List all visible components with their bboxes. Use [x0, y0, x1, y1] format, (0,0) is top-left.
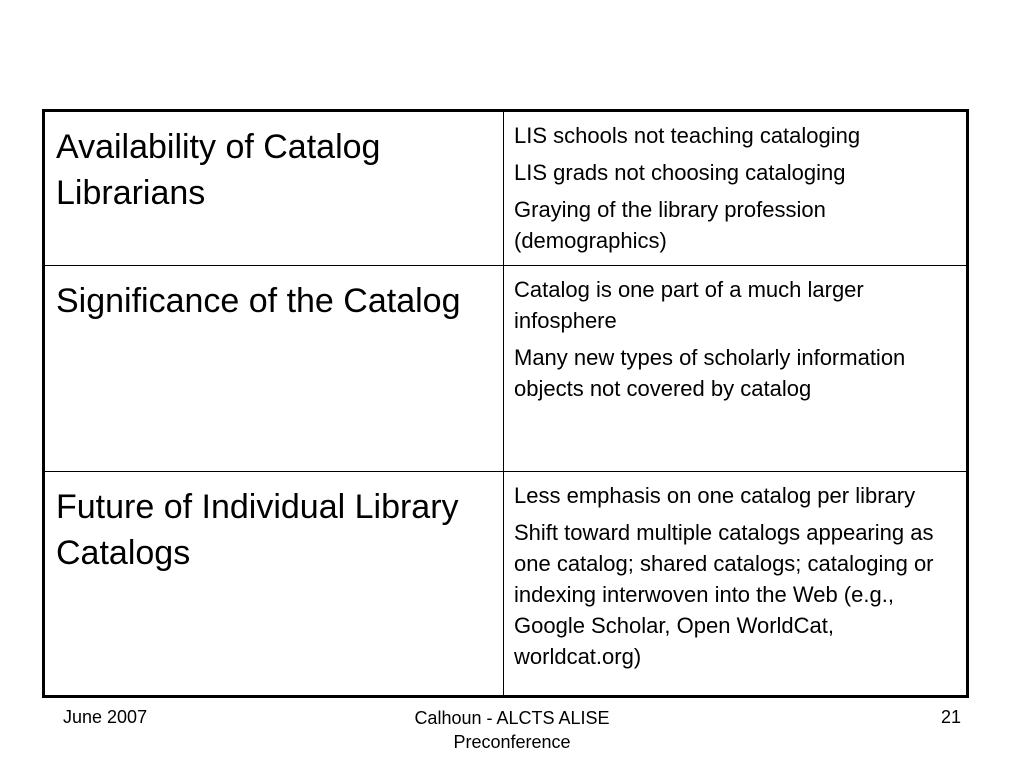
detail-point: Many new types of scholarly information objects not covered by catalog [514, 345, 906, 401]
details-cell [504, 111, 968, 266]
topic-cell [44, 111, 504, 266]
details-cell [504, 472, 968, 697]
detail-point: Catalog is one part of a much larger infosphere [514, 277, 864, 333]
detail-point: Less emphasis on one catalog per library [514, 483, 916, 508]
slide-table [42, 109, 969, 698]
footer-page-number: 21 [940, 707, 961, 727]
details-cell [504, 266, 968, 472]
table-row [44, 472, 968, 697]
detail-point: LIS schools not teaching cataloging [514, 123, 861, 148]
footer-date: June 2007 [63, 707, 148, 727]
table-row [44, 266, 968, 472]
topic-text: Availability of Catalog Librarians [56, 128, 381, 212]
detail-point: Shift toward multiple catalogs appearing as one catalog; shared catalogs; cataloging or indexing interwoven into the Web (e.g., Google Scholar, Open WorldCat, worldcat.org) [514, 520, 934, 669]
detail-point: LIS grads not choosing cataloging [514, 160, 846, 185]
topic-cell [44, 472, 504, 697]
topic-cell [44, 266, 504, 472]
topic-text: Significance of the Catalog [56, 282, 461, 320]
topic-text: Future of Individual Library Catalogs [56, 488, 459, 572]
footer-presenter: Calhoun - ALCTS ALISE Preconference [414, 708, 610, 752]
detail-point: Graying of the library profession (demographics) [514, 197, 826, 253]
table-row [44, 111, 968, 266]
